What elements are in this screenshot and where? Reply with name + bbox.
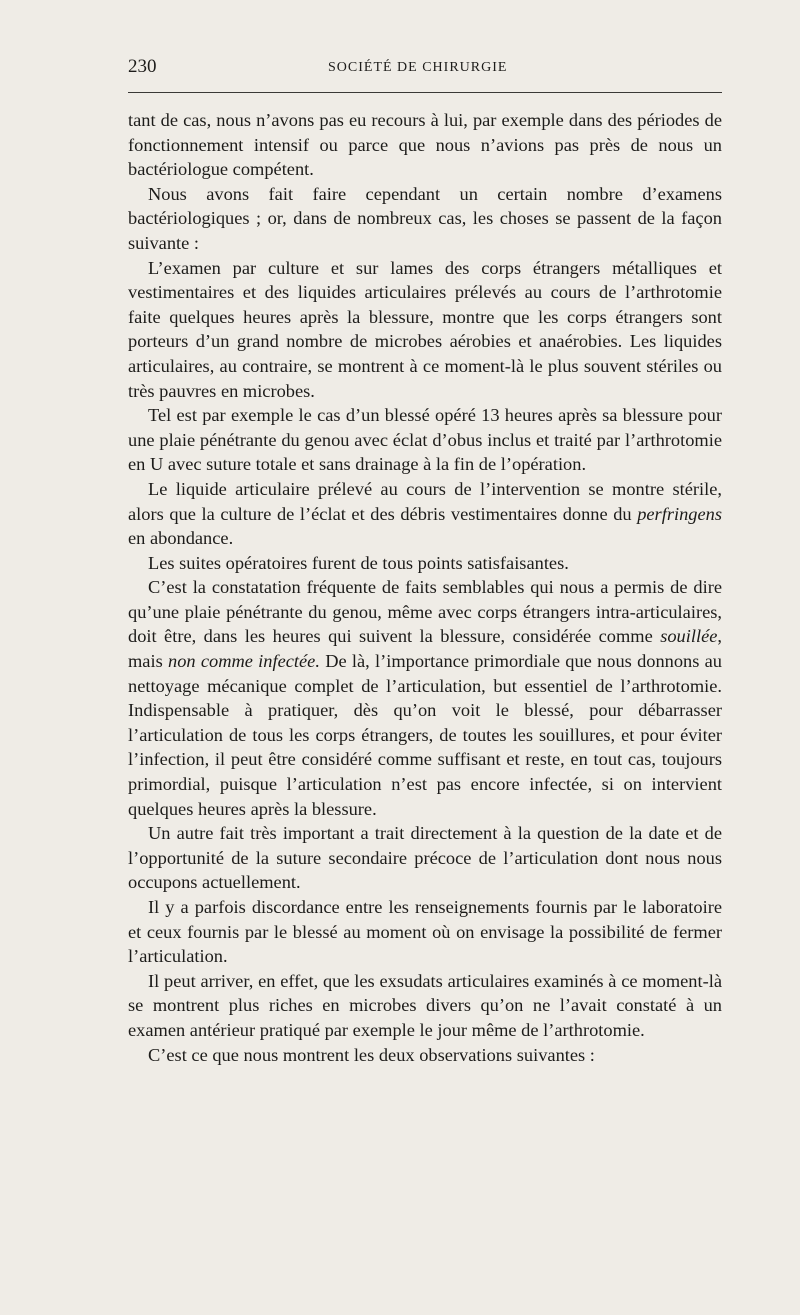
running-title: SOCIÉTÉ DE CHIRURGIE [328,60,508,75]
paragraph-text: Nous avons fait faire cependant un certain nombre d’examens bactériologiques ; or, dans de nombreux cas, les choses se passent de la façon suivante : [128,183,722,253]
paragraph-text: Un autre fait très important a trait directement à la question de la date et de l’opportunité de la suture secondaire précoce de l’articulation dont nous nous occupons actuellement. [128,823,722,893]
italic-text: souillée [660,626,718,647]
paragraph [128,182,722,256]
body-text [128,108,722,1067]
paragraph-text: C’est ce que nous montrent les deux observations suivantes : [148,1044,595,1065]
italic-text: non comme infectée. [168,651,320,672]
header-rule [128,92,722,93]
paragraph [128,403,722,477]
paragraph [128,108,722,182]
paragraph-text: De là, l’importance primordiale que nous donnons au nettoyage mécanique complet de l’articulation, but essentiel de l’arthrotomie. Indispensable à pratiquer, dès qu’on voit le blessé, pour débarrasser l’articulation de tous les corps étrangers, de toutes les souillures, et pour éviter l’infection, il peut être considéré comme suffisant et reste, en tout cas, toujours primordial, puisque l’articulation n’est pas encore infectée, si on intervient quelques heures après la blessure. [128,651,723,819]
paragraph [128,821,722,895]
paragraph [128,1043,722,1068]
paragraph-text: Il y a parfois discordance entre les renseignements fournis par le laboratoire et ceux fournis par le blessé au moment où on envisage la possibilité de fermer l’articulation. [128,897,722,967]
paragraph-text: L’examen par culture et sur lames des corps étrangers métalliques et vestimentaires et des liquides articulaires prélevés au cours de l’arthrotomie faite quelques heures après la blessure, montre que les corps étrangers sont porteurs d’un grand nombre de microbes aérobies et anaérobies. Les liquides articulaires, au contraire, se montrent à ce moment-là le plus souvent stériles ou très pauvres en microbes. [128,257,722,401]
paragraph-text: Il peut arriver, en effet, que les exsudats articulaires examinés à ce moment-là se montrent plus riches en microbes divers qu’on ne l’avait constaté à un examen antérieur pratiqué par exemple le jour même de l’arthrotomie. [128,970,722,1040]
paragraph [128,969,722,1043]
paragraph-text: en abondance. [128,528,234,549]
paragraph [128,477,722,551]
paragraph-text: Tel est par exemple le cas d’un blessé opéré 13 heures après sa blessure pour une plaie pénétrante du genou avec éclat d’obus inclus et traité par l’arthrotomie en U avec suture totale et sans drainage à la fin de l’opération. [128,405,722,475]
paragraph [128,895,722,969]
paragraph-text: , mais [128,626,722,672]
paragraph [128,256,722,404]
page-number: 230 [128,56,157,77]
paragraph-text: Le liquide articulaire prélevé au cours de l’intervention se montre stérile, alors que la culture de l’éclat et des débris vestimentaires donne du [128,478,722,524]
italic-text: perfringens [637,503,722,524]
paragraph-text: Les suites opératoires furent de tous points satisfaisantes. [148,552,569,573]
paragraph-text: C’est la constatation fréquente de faits semblables qui nous a permis de dire qu’une plaie pénétrante du genou, même avec corps étrangers intra-articulaires, doit être, dans les heures qui suivent la blessure, considérée comme [128,577,722,647]
paragraph [128,551,722,576]
paragraph [128,575,722,821]
paragraph-text: tant de cas, nous n’avons pas eu recours à lui, par exemple dans des périodes de fonctionnement intensif ou parce que nous n’avions pas près de nous un bactériologue compétent. [128,110,722,180]
page-header [128,56,722,80]
